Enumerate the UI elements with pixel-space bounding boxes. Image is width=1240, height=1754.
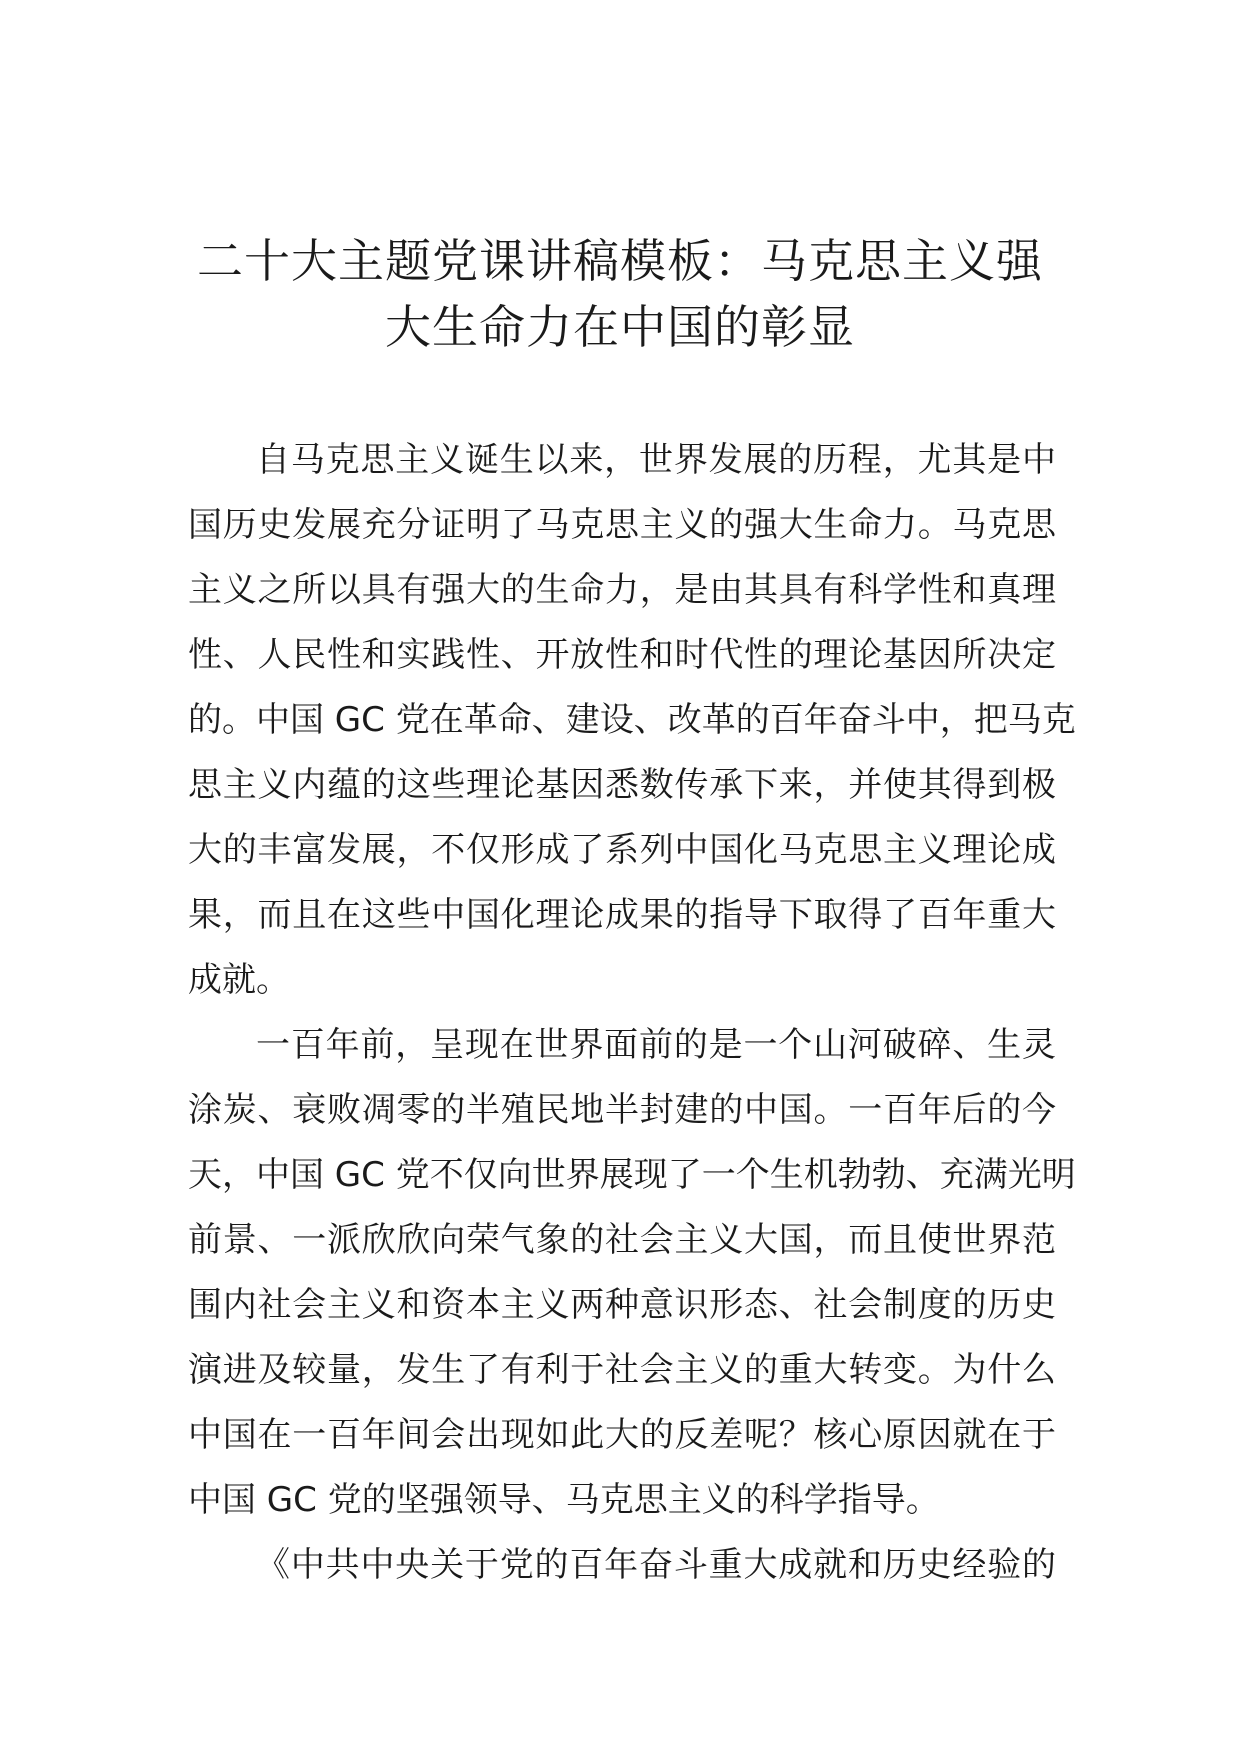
document-body	[188, 428, 1076, 1598]
text-line: 《中共中央关于党的百年奋斗重大成就和历史经验的	[256, 1545, 1056, 1585]
text-line: 一百年前，呈现在世界面前的是一个山河破碎、生灵	[256, 1025, 1056, 1065]
text-line: 国历史发展充分证明了马克思主义的强大生命力。马克思	[188, 505, 1056, 545]
text-line: 性、人民性和实践性、开放性和时代性的理论基因所决定	[188, 635, 1056, 675]
paragraph-2	[188, 1013, 1076, 1533]
text-line: 成就。	[188, 960, 290, 1000]
text-line: 中国在一百年间会出现如此大的反差呢？核心原因就在于	[188, 1415, 1056, 1455]
text-line: 中国 GC 党的坚强领导、马克思主义的科学指导。	[188, 1480, 940, 1520]
text-line: 围内社会主义和资本主义两种意识形态、社会制度的历史	[188, 1285, 1056, 1325]
text-line: 果，而且在这些中国化理论成果的指导下取得了百年重大	[188, 895, 1056, 935]
text-line: 主义之所以具有强大的生命力，是由其具有科学性和真理	[188, 570, 1056, 610]
text-line: 天，中国 GC 党不仅向世界展现了一个生机勃勃、充满光明	[188, 1155, 1076, 1195]
paragraph-3	[188, 1533, 1056, 1598]
text-line: 大的丰富发展，不仅形成了系列中国化马克思主义理论成	[188, 830, 1056, 870]
title-line-2: 大生命力在中国的彰显	[385, 300, 855, 354]
text-line: 思主义内蕴的这些理论基因悉数传承下来，并使其得到极	[188, 765, 1056, 805]
title-line-1: 二十大主题党课讲稿模板：马克思主义强	[197, 234, 1043, 288]
document-title	[180, 228, 1060, 360]
text-line: 前景、一派欣欣向荣气象的社会主义大国，而且使世界范	[188, 1220, 1056, 1260]
text-line: 涂炭、衰败凋零的半殖民地半封建的中国。一百年后的今	[188, 1090, 1056, 1130]
text-line: 演进及较量，发生了有利于社会主义的重大转变。为什么	[188, 1350, 1056, 1390]
text-line: 自马克思主义诞生以来，世界发展的历程，尤其是中	[256, 440, 1056, 480]
paragraph-1	[188, 428, 1076, 1013]
text-line: 的。中国 GC 党在革命、建设、改革的百年奋斗中，把马克	[188, 700, 1076, 740]
